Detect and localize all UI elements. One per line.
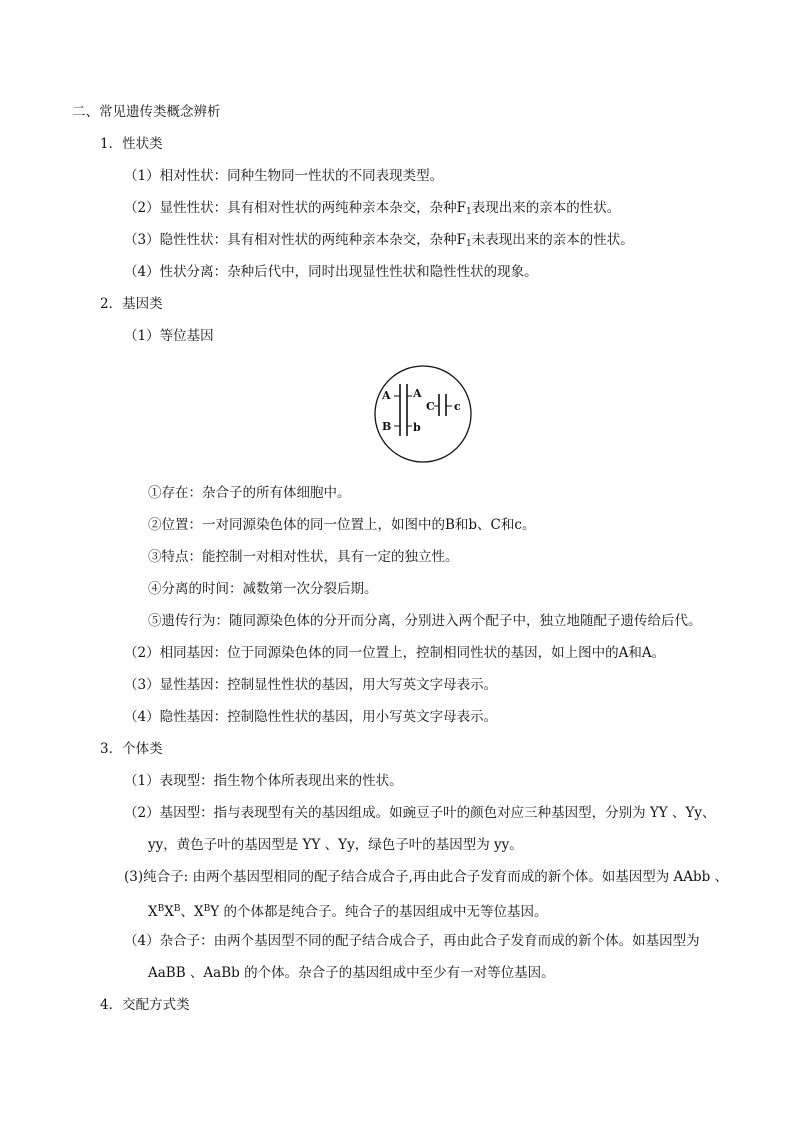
heading-gene-types: 2．基因类: [100, 296, 163, 312]
item-dominant-gene: （3）显性基因：控制显性性状的基因，用大写英文字母表示。: [124, 677, 498, 693]
item-genotype-line1: （2）基因型：指与表现型有关的基因组成。如豌豆子叶的颜色对应三种基因型，分别为 YY 、Yy、: [124, 805, 716, 821]
allele-point-separation-time: ④分离的时间：减数第一次分裂后期。: [148, 581, 378, 597]
item-recessive-trait: （3）隐性性状：具有相对性状的两纯种亲本杂交，杂种$F_1$未表现出来的亲本的性状。: [124, 232, 634, 249]
item-trait-segregation: （4）性状分离：杂种后代中，同时出现显性性状和隐性性状的现象。: [124, 264, 538, 280]
heading-mating-types: 4．交配方式类: [100, 997, 190, 1013]
allele-cell-diagram: [368, 364, 478, 466]
item-homozygote-line1: (3)纯合子: 由两个基因型相同的配子结合成合子,再由此合子发育而成的新个体。如基因型为 AAbb 、: [124, 869, 729, 885]
label-c: c: [454, 400, 461, 413]
item-homozygote-line2: $X^BX^B$、$X^BY$ 的个体都是纯合子。纯合子的基因组成中无等位基因。: [148, 904, 548, 920]
item-relative-trait: （1）相对性状：同种生物同一性状的不同表现类型。: [124, 168, 444, 184]
item-heterozygote-line1: （4）杂合子：由两个基因型不同的配子结合成合子，再由此合子发育而成的新个体。如基因型为: [124, 933, 700, 949]
label-C: C: [426, 400, 435, 413]
allele-point-feature: ③特点：能控制一对相对性状，具有一定的独立性。: [148, 549, 459, 565]
item-heterozygote-line2: AaBB 、AaBb 的个体。杂合子的基因组成中至少有一对等位基因。: [148, 965, 555, 981]
allele-point-position: ②位置：一对同源染色体的同一位置上，如图中的B和b、C和c。: [148, 517, 536, 533]
section-title: 二、常见遗传类概念辨析: [72, 104, 221, 120]
item-recessive-gene: （4）隐性基因：控制隐性性状的基因，用小写英文字母表示。: [124, 709, 498, 725]
label-A-right: A: [413, 387, 422, 400]
cell-outline: [375, 366, 471, 462]
label-A-left: A: [382, 389, 391, 402]
heading-trait-types: 1．性状类: [100, 136, 163, 152]
item-allele: （1）等位基因: [124, 328, 214, 344]
heading-individual-types: 3．个体类: [100, 741, 163, 757]
item-dominant-trait: （2）显性性状：具有相对性状的两纯种亲本杂交，杂种$F_1$表现出来的亲本的性状。: [124, 200, 621, 217]
allele-point-inheritance: ⑤遗传行为：随同源染色体的分开而分离，分别进入两个配子中，独立地随配子遗传给后代。: [148, 613, 702, 629]
label-b-right: b: [413, 421, 421, 434]
item-same-gene: （2）相同基因：位于同源染色体的同一位置上，控制相同性状的基因，如上图中的A和A。: [124, 645, 666, 661]
item-genotype-line2: yy，黄色子叶的基因型是 YY 、Yy，绿色子叶的基因型为 yy。: [148, 837, 523, 853]
allele-point-existence: ①存在：杂合子的所有体细胞中。: [148, 485, 351, 501]
item-phenotype: （1）表现型：指生物个体所表现出来的性状。: [124, 773, 403, 789]
label-B-left: B: [382, 420, 392, 433]
